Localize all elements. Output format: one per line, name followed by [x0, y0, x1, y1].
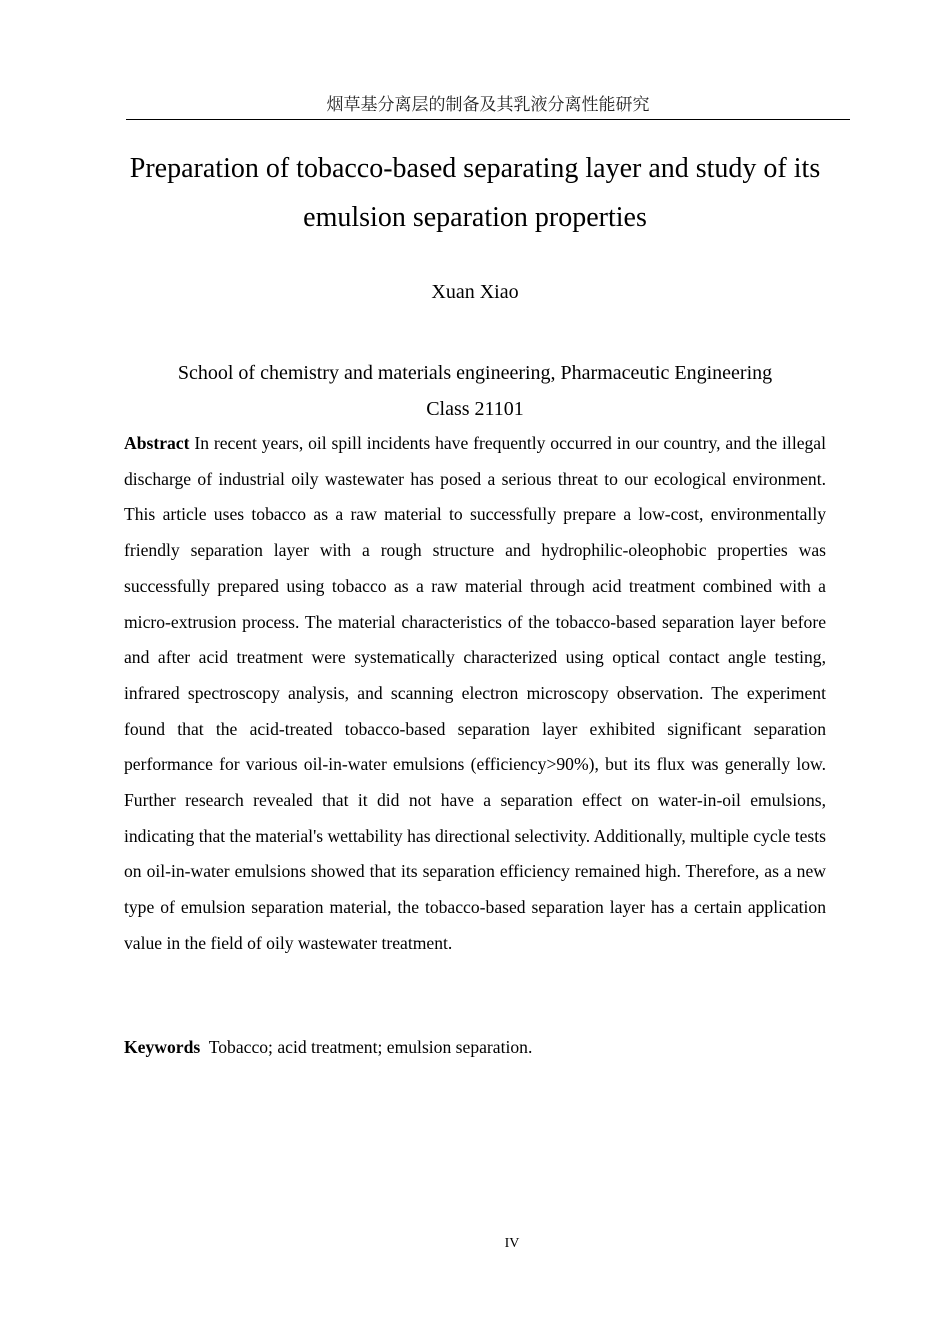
abstract-text: In recent years, oil spill incidents have frequently occurred in our country, and the illegal discharge of industrial oily wastewater has posed a serious threat to our ecological environment. This article uses tobacco as a raw material to successfully prepare a low-cost, environmentally friendly separation layer with a rough structure and hydrophilic-oleophobic properties was successfully prepared using tobacco as a raw material through acid treatment combined with a micro-extrusion process. The material characteristics of the tobacco-based separation layer before and after acid treatment were systematically characterized using optical contact angle testing, infrared spectroscopy analysis, and scanning electron microscopy observation. The experiment found that the acid-treated tobacco-based separation layer exhibited significant separation performance for various oil-in-water emulsions (efficiency>90%), but its flux was generally low. Further research revealed that it did not have a separation effect on water-in-oil emulsions, indicating that the material's wettability has directional selectivity. Additionally, multiple cycle tests on oil-in-water emulsions showed that its separation efficiency remained high. Therefore, as a new type of emulsion separation material, the tobacco-based separation layer has a certain application value in the field of oily wastewater treatment. — [124, 433, 827, 953]
header-rule — [126, 119, 850, 120]
abstract — [124, 426, 826, 962]
keywords — [124, 1030, 826, 1065]
affiliation — [126, 355, 824, 427]
affiliation-line-2: Class 21101 — [426, 398, 524, 420]
keywords-label: Keywords — [124, 1037, 201, 1057]
affiliation-line-1: School of chemistry and materials engineering, Pharmaceutic Engineering — [177, 362, 773, 384]
abstract-label: Abstract — [124, 433, 190, 453]
running-header: 烟草基分离层的制备及其乳液分离性能研究 — [326, 95, 650, 115]
author-name: Xuan Xiao — [431, 281, 519, 303]
keywords-text: Tobacco; acid treatment; emulsion separation. — [208, 1037, 533, 1057]
page-number: IV — [504, 1236, 520, 1251]
paper-title: Preparation of tobacco-based separating layer and study of its emulsion separation properties — [129, 153, 821, 233]
